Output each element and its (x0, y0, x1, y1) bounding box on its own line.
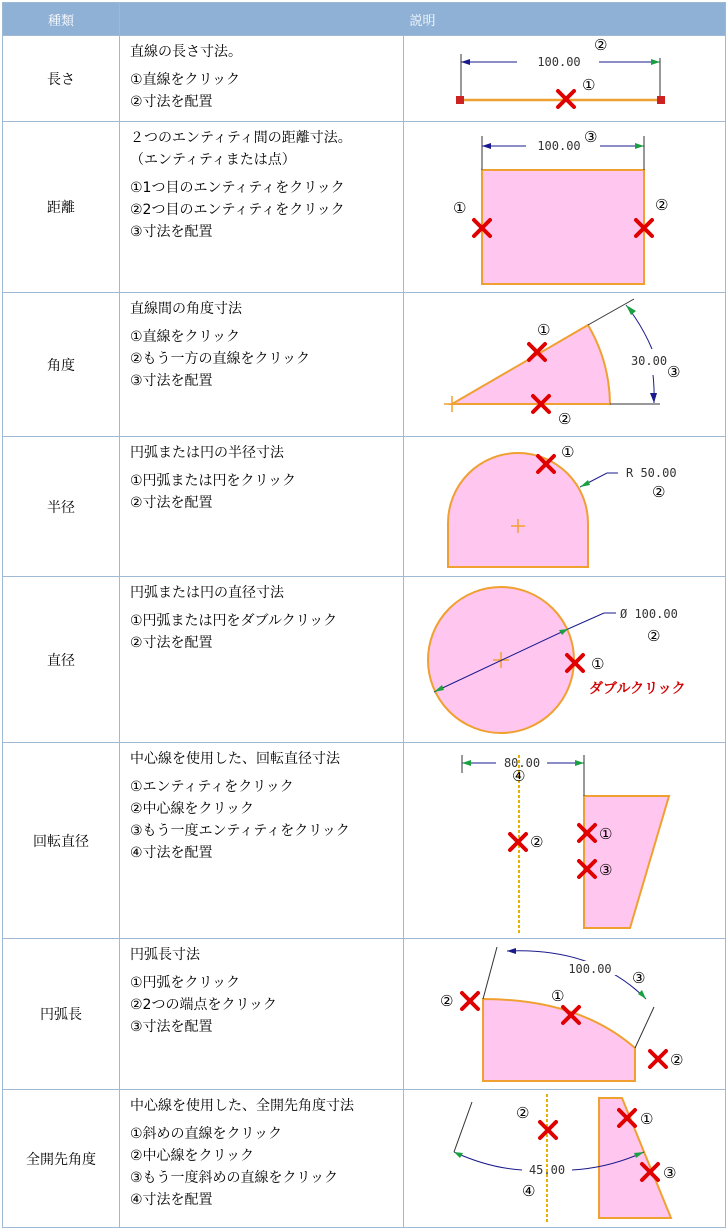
click-mark (650, 1051, 666, 1067)
type-label: 半径 (3, 437, 120, 577)
table-row-radius (3, 437, 726, 577)
dimension-types-table (2, 2, 726, 1228)
type-label: 全開先角度 (3, 1090, 120, 1228)
callout-2b: ② (670, 1051, 684, 1069)
description-heading: 円弧長寸法 (130, 947, 200, 963)
description-heading: 直線の長さ寸法。 (130, 44, 242, 60)
description-heading: 直線間の角度寸法 (130, 301, 242, 317)
step-item: ②寸法を配置 (130, 495, 213, 511)
dimension-value: Ø 100.00 (620, 607, 678, 621)
step-item: ②2つ目のエンティティをクリック (130, 202, 345, 218)
step-item: ②2つの端点をクリック (130, 997, 277, 1013)
type-label: 円弧長 (3, 939, 120, 1090)
callout-1: ① (561, 443, 575, 461)
callout-4: ④ (512, 767, 526, 785)
dimension-value: 100.00 (568, 962, 612, 976)
step-item: ①直線をクリック (130, 329, 240, 345)
step-item: ②中心線をクリック (130, 1148, 254, 1164)
dimension-value: R 50.00 (626, 466, 677, 480)
figure-cell (404, 36, 726, 122)
step-item: ②寸法を配置 (130, 94, 213, 110)
description-heading: 円弧または円の直径寸法 (130, 585, 284, 601)
figure-cell (404, 437, 726, 577)
description-cell (120, 36, 404, 122)
description-cell (120, 743, 404, 939)
step-item: ③寸法を配置 (130, 1019, 213, 1035)
dimension-value: 100.00 (537, 55, 581, 69)
callout-3: ③ (663, 1164, 677, 1182)
step-item: ①斜めの直線をクリック (130, 1126, 282, 1142)
callout-1: ① (551, 987, 565, 1005)
table-row-distance (3, 122, 726, 293)
revolved-diameter-figure (404, 743, 726, 939)
radius-figure (404, 437, 726, 577)
table-row-length (3, 36, 726, 122)
callout-3: ③ (584, 128, 598, 146)
callout-1: ① (640, 1110, 654, 1128)
header-description: 説明 (120, 3, 726, 36)
full-included-angle-figure (404, 1090, 726, 1228)
callout-2: ② (440, 992, 454, 1010)
step-item: ①円弧または円をクリック (130, 473, 296, 489)
figure-cell (404, 1090, 726, 1228)
callout-1: ① (453, 199, 467, 217)
table-row-diameter (3, 577, 726, 743)
description-heading: ２つのエンティティ間の距離寸法。 （エンティティまたは点） (130, 130, 352, 168)
callout-2: ② (652, 483, 666, 501)
dimension-value: 45.00 (528, 1163, 566, 1177)
description-cell (120, 939, 404, 1090)
table-row-revolved-diameter (3, 743, 726, 939)
description-heading: 中心線を使用した、全開先角度寸法 (130, 1098, 354, 1114)
angle-figure (404, 293, 726, 437)
description-heading: 中心線を使用した、回転直径寸法 (130, 751, 340, 767)
table-row-full-included-angle (3, 1090, 726, 1228)
step-item: ③もう一度斜めの直線をクリック (130, 1170, 338, 1186)
figure-cell (404, 577, 726, 743)
type-label: 長さ (3, 36, 120, 122)
table-header-row (3, 3, 726, 36)
length-figure (404, 36, 726, 122)
description-cell (120, 577, 404, 743)
table-row-angle (3, 293, 726, 437)
arc-length-figure (404, 939, 726, 1090)
callout-1: ① (582, 76, 596, 94)
callout-1: ① (537, 321, 551, 339)
callout-3: ③ (632, 969, 646, 987)
callout-1: ① (599, 825, 613, 843)
callout-2: ② (655, 196, 669, 214)
step-item: ①エンティティをクリック (130, 779, 294, 795)
callout-4: ④ (522, 1182, 536, 1200)
header-type: 種類 (3, 3, 120, 36)
callout-3: ③ (599, 861, 613, 879)
step-item: ②中心線をクリック (130, 801, 254, 817)
step-item: ②寸法を配置 (130, 635, 213, 651)
dimension-value: 30.00 (630, 354, 668, 368)
dimension-value: 100.00 (537, 139, 581, 153)
type-label: 直径 (3, 577, 120, 743)
double-click-note: ダブルクリック (589, 681, 686, 697)
step-item: ③寸法を配置 (130, 373, 213, 389)
callout-1: ① (591, 655, 605, 673)
type-label: 角度 (3, 293, 120, 437)
step-item: ②もう一方の直線をクリック (130, 351, 310, 367)
step-item: ①1つ目のエンティティをクリック (130, 180, 345, 196)
description-cell (120, 437, 404, 577)
description-cell (120, 1090, 404, 1228)
step-item: ①直線をクリック (130, 72, 240, 88)
figure-cell (404, 293, 726, 437)
callout-3: ③ (667, 363, 681, 381)
step-item: ③もう一度エンティティをクリック (130, 823, 350, 839)
click-mark (462, 993, 478, 1009)
description-heading: 円弧または円の半径寸法 (130, 445, 284, 461)
callout-2: ② (558, 410, 572, 428)
dimension-value: 80.00 (503, 756, 541, 770)
type-label: 距離 (3, 122, 120, 293)
distance-figure (404, 122, 726, 293)
figure-cell (404, 122, 726, 293)
step-item: ③寸法を配置 (130, 224, 213, 240)
callout-2: ② (516, 1104, 530, 1122)
type-label: 回転直径 (3, 743, 120, 939)
description-cell (120, 122, 404, 293)
table-row-arc-length (3, 939, 726, 1090)
step-item: ④寸法を配置 (130, 845, 213, 861)
step-item: ①円弧または円をダブルクリック (130, 613, 338, 629)
callout-2: ② (594, 36, 608, 54)
figure-cell (404, 743, 726, 939)
callout-2: ② (647, 627, 661, 645)
figure-cell (404, 939, 726, 1090)
step-item: ④寸法を配置 (130, 1192, 213, 1208)
description-cell (120, 293, 404, 437)
diameter-figure (404, 577, 726, 743)
callout-2: ② (530, 833, 544, 851)
step-item: ①円弧をクリック (130, 975, 240, 991)
